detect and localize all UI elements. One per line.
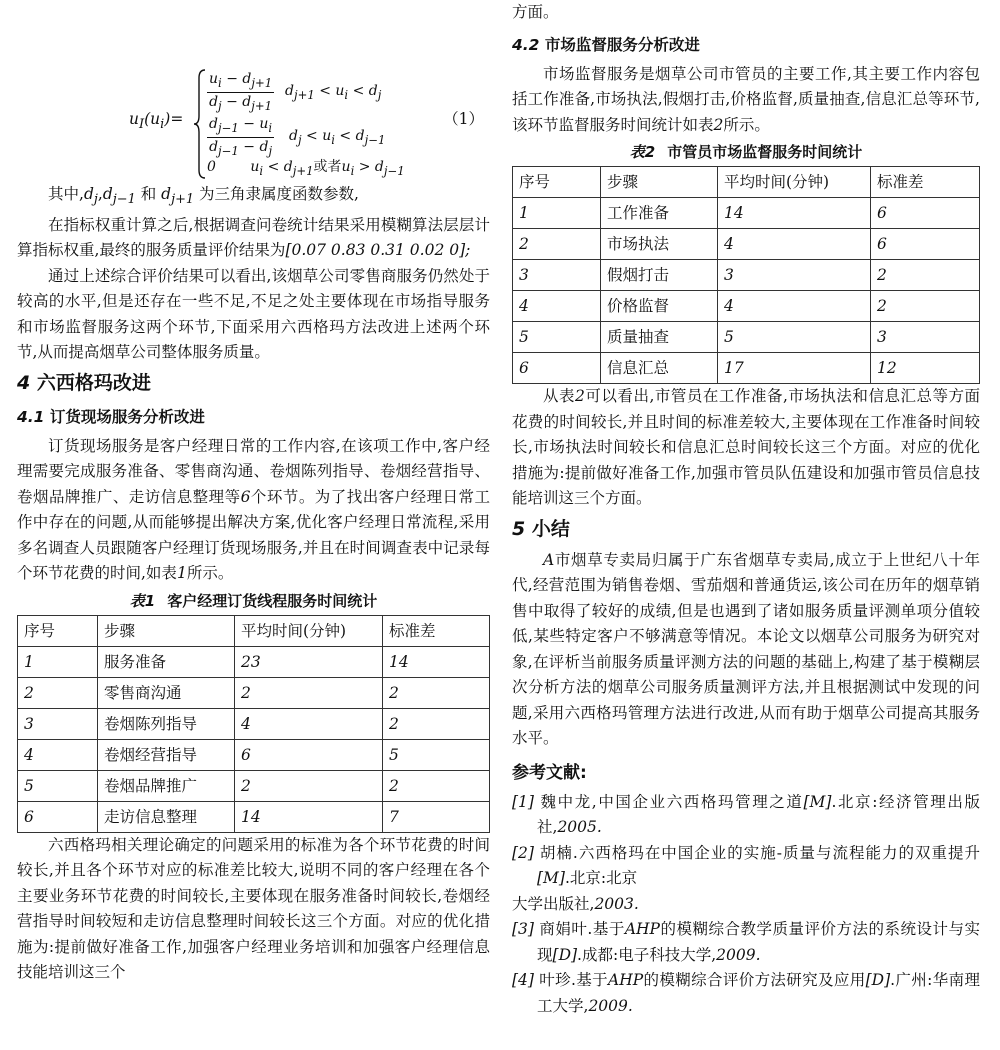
table-cell: 2	[235, 770, 383, 801]
section-4-heading: 4 六西格玛改进	[17, 371, 151, 394]
table-row	[513, 198, 980, 229]
reference-item: [2] 胡楠.六西格玛在中国企业的实施-质量与流程能力的双重提升[M].北京:北京	[512, 843, 980, 887]
paragraph-weights: 在指标权重计算之后,根据调查问卷统计结果采用模糊算法层层计算指标权重,最终的服务质量评价结果为[0.07 0.83 0.31 0.02 0];	[17, 215, 490, 260]
table-row	[18, 646, 490, 677]
table2	[512, 166, 980, 384]
table1	[17, 615, 490, 833]
table-row	[513, 229, 980, 260]
table-cell: 卷烟经营指导	[98, 739, 235, 770]
table-cell: 4	[718, 229, 871, 260]
table-cell: 走访信息整理	[98, 801, 235, 832]
table-cell: 5	[513, 322, 601, 353]
table-row	[18, 739, 490, 770]
table-cell: 3	[513, 260, 601, 291]
table-cell: 6	[18, 801, 98, 832]
table-cell: 卷烟陈列指导	[98, 708, 235, 739]
table1-caption: 表1 客户经理订货线程服务时间统计	[129, 591, 378, 610]
table-row	[18, 677, 490, 708]
table-cell: 2	[871, 260, 980, 291]
table-cell: 6	[235, 739, 383, 770]
paragraph-params: 其中$,d_j,d_{j-1}$ 和 $d_{j+1}$ 为三角隶属度函数参数,	[48, 185, 359, 208]
table-header-cell: 标准差	[383, 615, 490, 646]
table-cell: 7	[383, 801, 490, 832]
reference-item: [4] 叶珍.基于AHP的模糊综合评价方法研究及应用[D].广州:华南理工大学,2009.	[512, 971, 980, 1015]
paragraph-market-supervision: 市场监督服务是烟草公司市管员的主要工作,其主要工作内容包括工作准备,市场执法,假烟打击,价格监督,质量抽查,信息汇总等环节,该环节监督服务时间统计如表2所示。	[512, 64, 980, 134]
table-row	[513, 322, 980, 353]
table-row	[18, 770, 490, 801]
table-cell: 6	[513, 353, 601, 384]
right-column	[512, 0, 980, 1019]
table-cell: 12	[871, 353, 980, 384]
references-list	[512, 790, 980, 1020]
table-cell: 4	[718, 291, 871, 322]
left-column	[17, 0, 490, 986]
table-header-cell: 步骤	[601, 167, 718, 198]
table-cell: 2	[18, 677, 98, 708]
table-cell: 4	[18, 739, 98, 770]
table-cell: 服务准备	[98, 646, 235, 677]
table-cell: 3	[718, 260, 871, 291]
paragraph-evaluation: 通过上述综合评价结果可以看出,该烟草公司零售商服务仍然处于较高的水平,但是还存在一些不足,不足之处主要体现在市场指导服务和市场监督服务这两个环节,下面采用六西格玛方法改进上述两个环节,从而提高烟草公司整体服务质量。	[17, 266, 490, 362]
table-cell: 工作准备	[601, 198, 718, 229]
table-cell: 2	[513, 229, 601, 260]
table-cell: 价格监督	[601, 291, 718, 322]
formula-brace	[193, 68, 207, 180]
table-header-cell: 标准差	[871, 167, 980, 198]
membership-formula	[17, 0, 490, 182]
formula-number: （1）	[443, 110, 484, 128]
references-heading: 参考文献:	[512, 762, 587, 783]
table-cell: 17	[718, 353, 871, 384]
table-row	[18, 801, 490, 832]
table-header-cell: 平均时间(分钟)	[235, 615, 383, 646]
table-cell: 14	[718, 198, 871, 229]
table-cell: 14	[383, 646, 490, 677]
paragraph-six-sigma-analysis: 六西格玛相关理论确定的问题采用的标准为各个环节花费的时间较长,并且各个环节对应的标准差比较大,说明不同的客户经理在各个主要业务环节花费的时间较长,主要体现在服务准备时间较长,卷烟经营指导时间较短和走访信息整理时间较长这三个方面。对应的优化措施为:提前做好准备工作,加强客户经理业务培训和加强客户经理信息技能培训这三个	[17, 835, 490, 982]
paragraph-continuation: 方面。	[512, 3, 559, 21]
case2-fraction: $d_{j-1} - u_i$ $d_{j-1} - d_j$	[209, 116, 273, 158]
table-cell: 质量抽查	[601, 322, 718, 353]
table-header-cell: 序号	[513, 167, 601, 198]
table-row	[18, 708, 490, 739]
reference-item-continuation: 大学出版社,2003.	[512, 894, 639, 913]
table-cell: 6	[871, 229, 980, 260]
table-cell: 市场执法	[601, 229, 718, 260]
table-cell: 3	[18, 708, 98, 739]
table-cell: 2	[871, 291, 980, 322]
paragraph-summary: A市烟草专卖局归属于广东省烟草专卖局,成立于上世纪八十年代,经营范围为销售卷烟、雪茄烟和普通货运,该公司在历年的烟草销售中取得了较好的成绩,但是也遇到了诸如服务质量评测单项分值较低,某些特定客户不够满意等情况。本论文以烟草公司服务为研究对象,在评析当前服务质量评测方法的问题的基础上,构建了基于模糊层次分析方法的烟草公司服务质量测评方法,并且根据测试中发现的问题,采用六西格玛管理方法进行改进,从而有助于烟草公司提高其服务水平。	[512, 550, 980, 747]
table-cell: 信息汇总	[601, 353, 718, 384]
table-cell: 卷烟品牌推广	[98, 770, 235, 801]
table-header-cell: 序号	[18, 615, 98, 646]
table-header-cell: 步骤	[98, 615, 235, 646]
table-cell: 14	[235, 801, 383, 832]
table-cell: 1	[513, 198, 601, 229]
table-cell: 23	[235, 646, 383, 677]
table-cell: 零售商沟通	[98, 677, 235, 708]
case3-row: 0 $u_i < d_{j+1}$或者$u_i > d_{j-1}$	[207, 159, 405, 178]
section-5-heading: 5 小结	[512, 517, 570, 540]
reference-item: [1] 魏中龙,中国企业六西格玛管理之道[M].北京:经济管理出版社,2005.	[512, 792, 980, 836]
table-cell: 4	[513, 291, 601, 322]
table-cell: 2	[383, 677, 490, 708]
paragraph-table2-analysis: 从表2可以看出,市管员在工作准备,市场执法和信息汇总等方面花费的时间较长,并且时间的标准差较大,主要体现在工作准备时间较长,市场执法时间较长和信息汇总时间较长这三个方面。对应的优化措施为:提前做好准备工作,加强市管员队伍建设和加强市管员信息技能培训这三个方面。	[512, 387, 980, 507]
table-row	[513, 353, 980, 384]
reference-item: [3] 商娟叶.基于AHP的模糊综合教学质量评价方法的系统设计与实现[D].成都:电子科技大学,2009.	[512, 920, 980, 964]
section-4-2-heading: 4.2 市场监督服务分析改进	[512, 35, 700, 54]
paragraph-order-service: 订货现场服务是客户经理日常的工作内容,在该项工作中,客户经理需要完成服务准备、零售商沟通、卷烟陈列指导、卷烟经营指导、卷烟品牌推广、走访信息整理等6个环节。为了找出客户经理日常工作中存在的问题,从而能够提出解决方案,优化客户经理日常流程,采用多名调查人员跟随客户经理订货现场服务,并且在时间调查表中记录每个环节花费的时间,如表1所示。	[17, 436, 490, 583]
case1-condition: $d_{j+1} < u_i < d_j$	[285, 83, 382, 102]
table-row	[513, 291, 980, 322]
table-cell: 2	[383, 708, 490, 739]
table-cell: 5	[383, 739, 490, 770]
table-cell: 1	[18, 646, 98, 677]
case1-fraction: $u_i - d_{j+1}$ $d_j - d_{j+1}$	[209, 71, 273, 113]
table-header-row	[513, 167, 980, 198]
section-4-1-heading: 4.1 订货现场服务分析改进	[17, 407, 205, 426]
formula-lhs: $u_I(u_i)=$	[129, 110, 184, 133]
table-cell: 5	[718, 322, 871, 353]
table-cell: 2	[235, 677, 383, 708]
table-cell: 假烟打击	[601, 260, 718, 291]
table-cell: 6	[871, 198, 980, 229]
table-row	[513, 260, 980, 291]
table-header-cell: 平均时间(分钟)	[718, 167, 871, 198]
table-cell: 4	[235, 708, 383, 739]
table-header-row	[18, 615, 490, 646]
table-cell: 2	[383, 770, 490, 801]
table2-caption: 表2 市管员市场监督服务时间统计	[629, 143, 863, 161]
table-cell: 3	[871, 322, 980, 353]
table-cell: 5	[18, 770, 98, 801]
case2-condition: $d_j < u_i < d_{j-1}$	[289, 128, 386, 147]
